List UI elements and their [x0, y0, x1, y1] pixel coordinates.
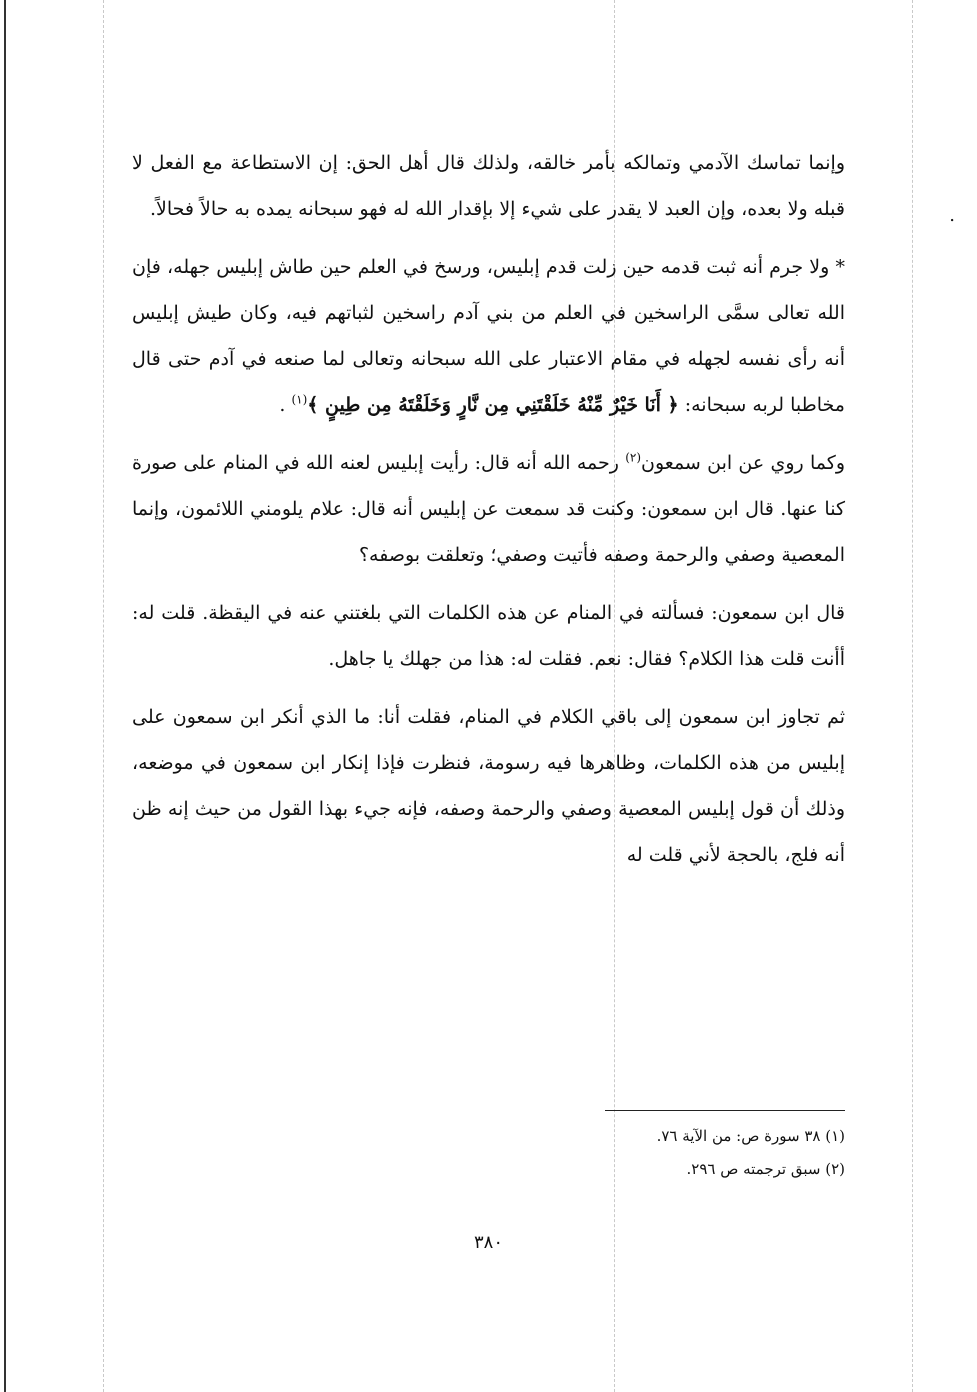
page-edge-rule [4, 0, 6, 1392]
paragraph-3 [132, 440, 845, 578]
paragraph-3-start: وكما روي عن ابن سمعون [641, 452, 845, 474]
paragraph-3-rest: رحمه الله أنه قال: رأيت إبليس لعنه الله في المنام على صورة كنا عنها. قال ابن سمعون: وكنت قد سمعت عن إبليس أنه قال: علام يلومني اللائمون، وإنما المعصية وصفي والرحمة وصفه فأتيت وصفي؛ وتعلقت بوصفه؟ [132, 452, 845, 566]
paragraph-2 [132, 244, 845, 428]
scan-guide-line [912, 0, 913, 1392]
paragraph-5: ثم تجاوز ابن سمعون إلى باقي الكلام في المنام، فقلت أنا: ما الذي أنكر ابن سمعون على إبليس من هذه الكلمات، وظاهرها فيه رسومة، فنظرت فإذا إنكار ابن سمعون في موضعه، وذلك أن قول إبليس المعصية وصفي والرحمة وصفه، فإنه جيء بهذا القول من حيث إنه ظن أنه فلج، بالحجة لأني قلت له [132, 706, 845, 866]
margin-mark: . [949, 205, 955, 226]
quran-verse: ﴿ أَنَا خَيْرٌ مِّنْهُ خَلَقْتَنِي مِن نَّارٍ وَخَلَقْتَهُ مِن طِينٍ ﴾ [307, 394, 679, 416]
footnote-divider [605, 1110, 845, 1111]
footnotes [132, 1120, 845, 1186]
verse-end: . [279, 394, 292, 416]
scan-guide-line [103, 0, 104, 1392]
footnote-ref-1: (١) [291, 392, 308, 407]
paragraph-4: قال ابن سمعون: فسألته في المنام عن هذه الكلمات التي بلغتني عنه في اليقظة. قلت له: أأنت قلت هذا الكلام؟ فقال: نعم. فقلت له: هذا من جهلك يا جاهل. [132, 602, 845, 670]
footnote-ref-2: (٢) [625, 450, 642, 465]
paragraph-2-text: * ولا جرم أنه ثبت قدمه حين زلت قدم إبليس، ورسخ في العلم حين طاش إبليس جهله، فإن الله تعالى سمَّى الراسخين في العلم من بني آدم راسخين لثباتهم فيه، وكان طيش إبليس أنه رأى نفسه لجهله في مقام الاعتبار على الله سبحانه وتعالى لما صنعه في آدم حتى قال مخاطبا لربه سبحانه: [132, 256, 845, 416]
paragraph-1: وإنما تماسك الآدمي وتمالكه بأمر خالقه، ولذلك قال أهل الحق: إن الاستطاعة مع الفعل لا قبله ولا بعده، وإن العبد لا يقدر على شيء إلا بإقدار الله له فهو سبحانه يمده به حالاً فحالاً. [132, 152, 845, 220]
body-text [132, 140, 845, 890]
footnote-1: (١) ٣٨ سورة ص: من الآية ٧٦. [656, 1127, 845, 1145]
page-number: ٣٨٠ [473, 1232, 503, 1253]
footnote-2: (٢) سبق ترجمته ص ٢٩٦. [686, 1160, 845, 1178]
